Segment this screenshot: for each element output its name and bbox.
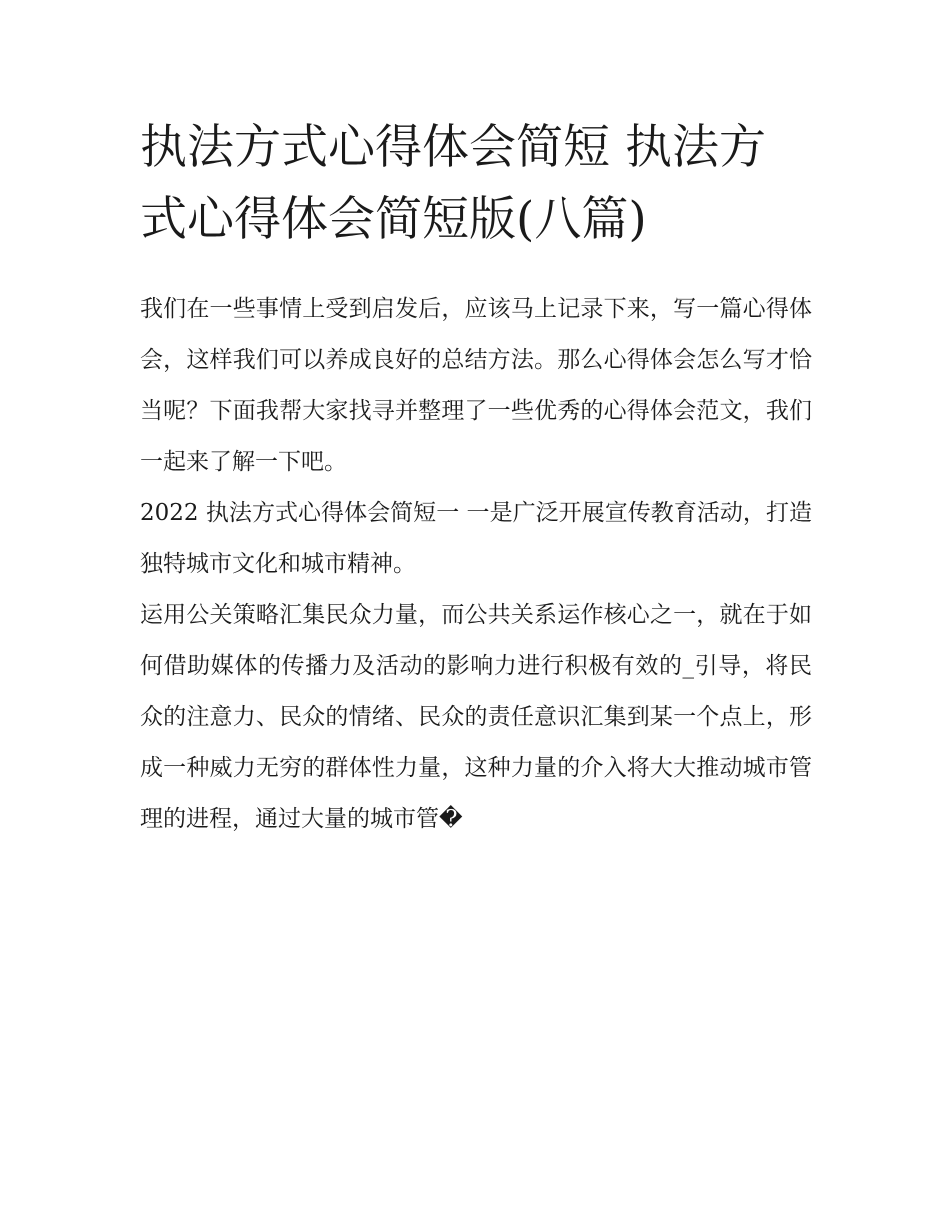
intro-paragraph: 我们在一些事情上受到启发后，应该马上记录下来，写一篇心得体会，这样我们可以养成良好的总结方法。那么心得体会怎么写才恰当呢？下面我帮大家找寻并整理了一些优秀的心得体会范文，我们一起来了解一下吧。 <box>140 296 812 475</box>
section-one-paragraph: 2022 执法方式心得体会简短一 一是广泛开展宣传教育活动，打造独特城市文化和城市精神。 <box>140 500 812 577</box>
body-paragraph: 运用公关策略汇集民众力量，而公共关系运作核心之一，就在于如何借助媒体的传播力及活动的影响力进行积极有效的_引导，将民众的注意力、民众的情绪、民众的责任意识汇集到某一个点上，形成一种威力无穷的群体性力量，这种力量的介入将大大推动城市管理的进程，通过大量的城市管� <box>140 602 812 832</box>
document-title: 执法方式心得体会简短 执法方式心得体会简短版(八篇) <box>140 120 766 247</box>
document-page <box>140 112 812 845</box>
